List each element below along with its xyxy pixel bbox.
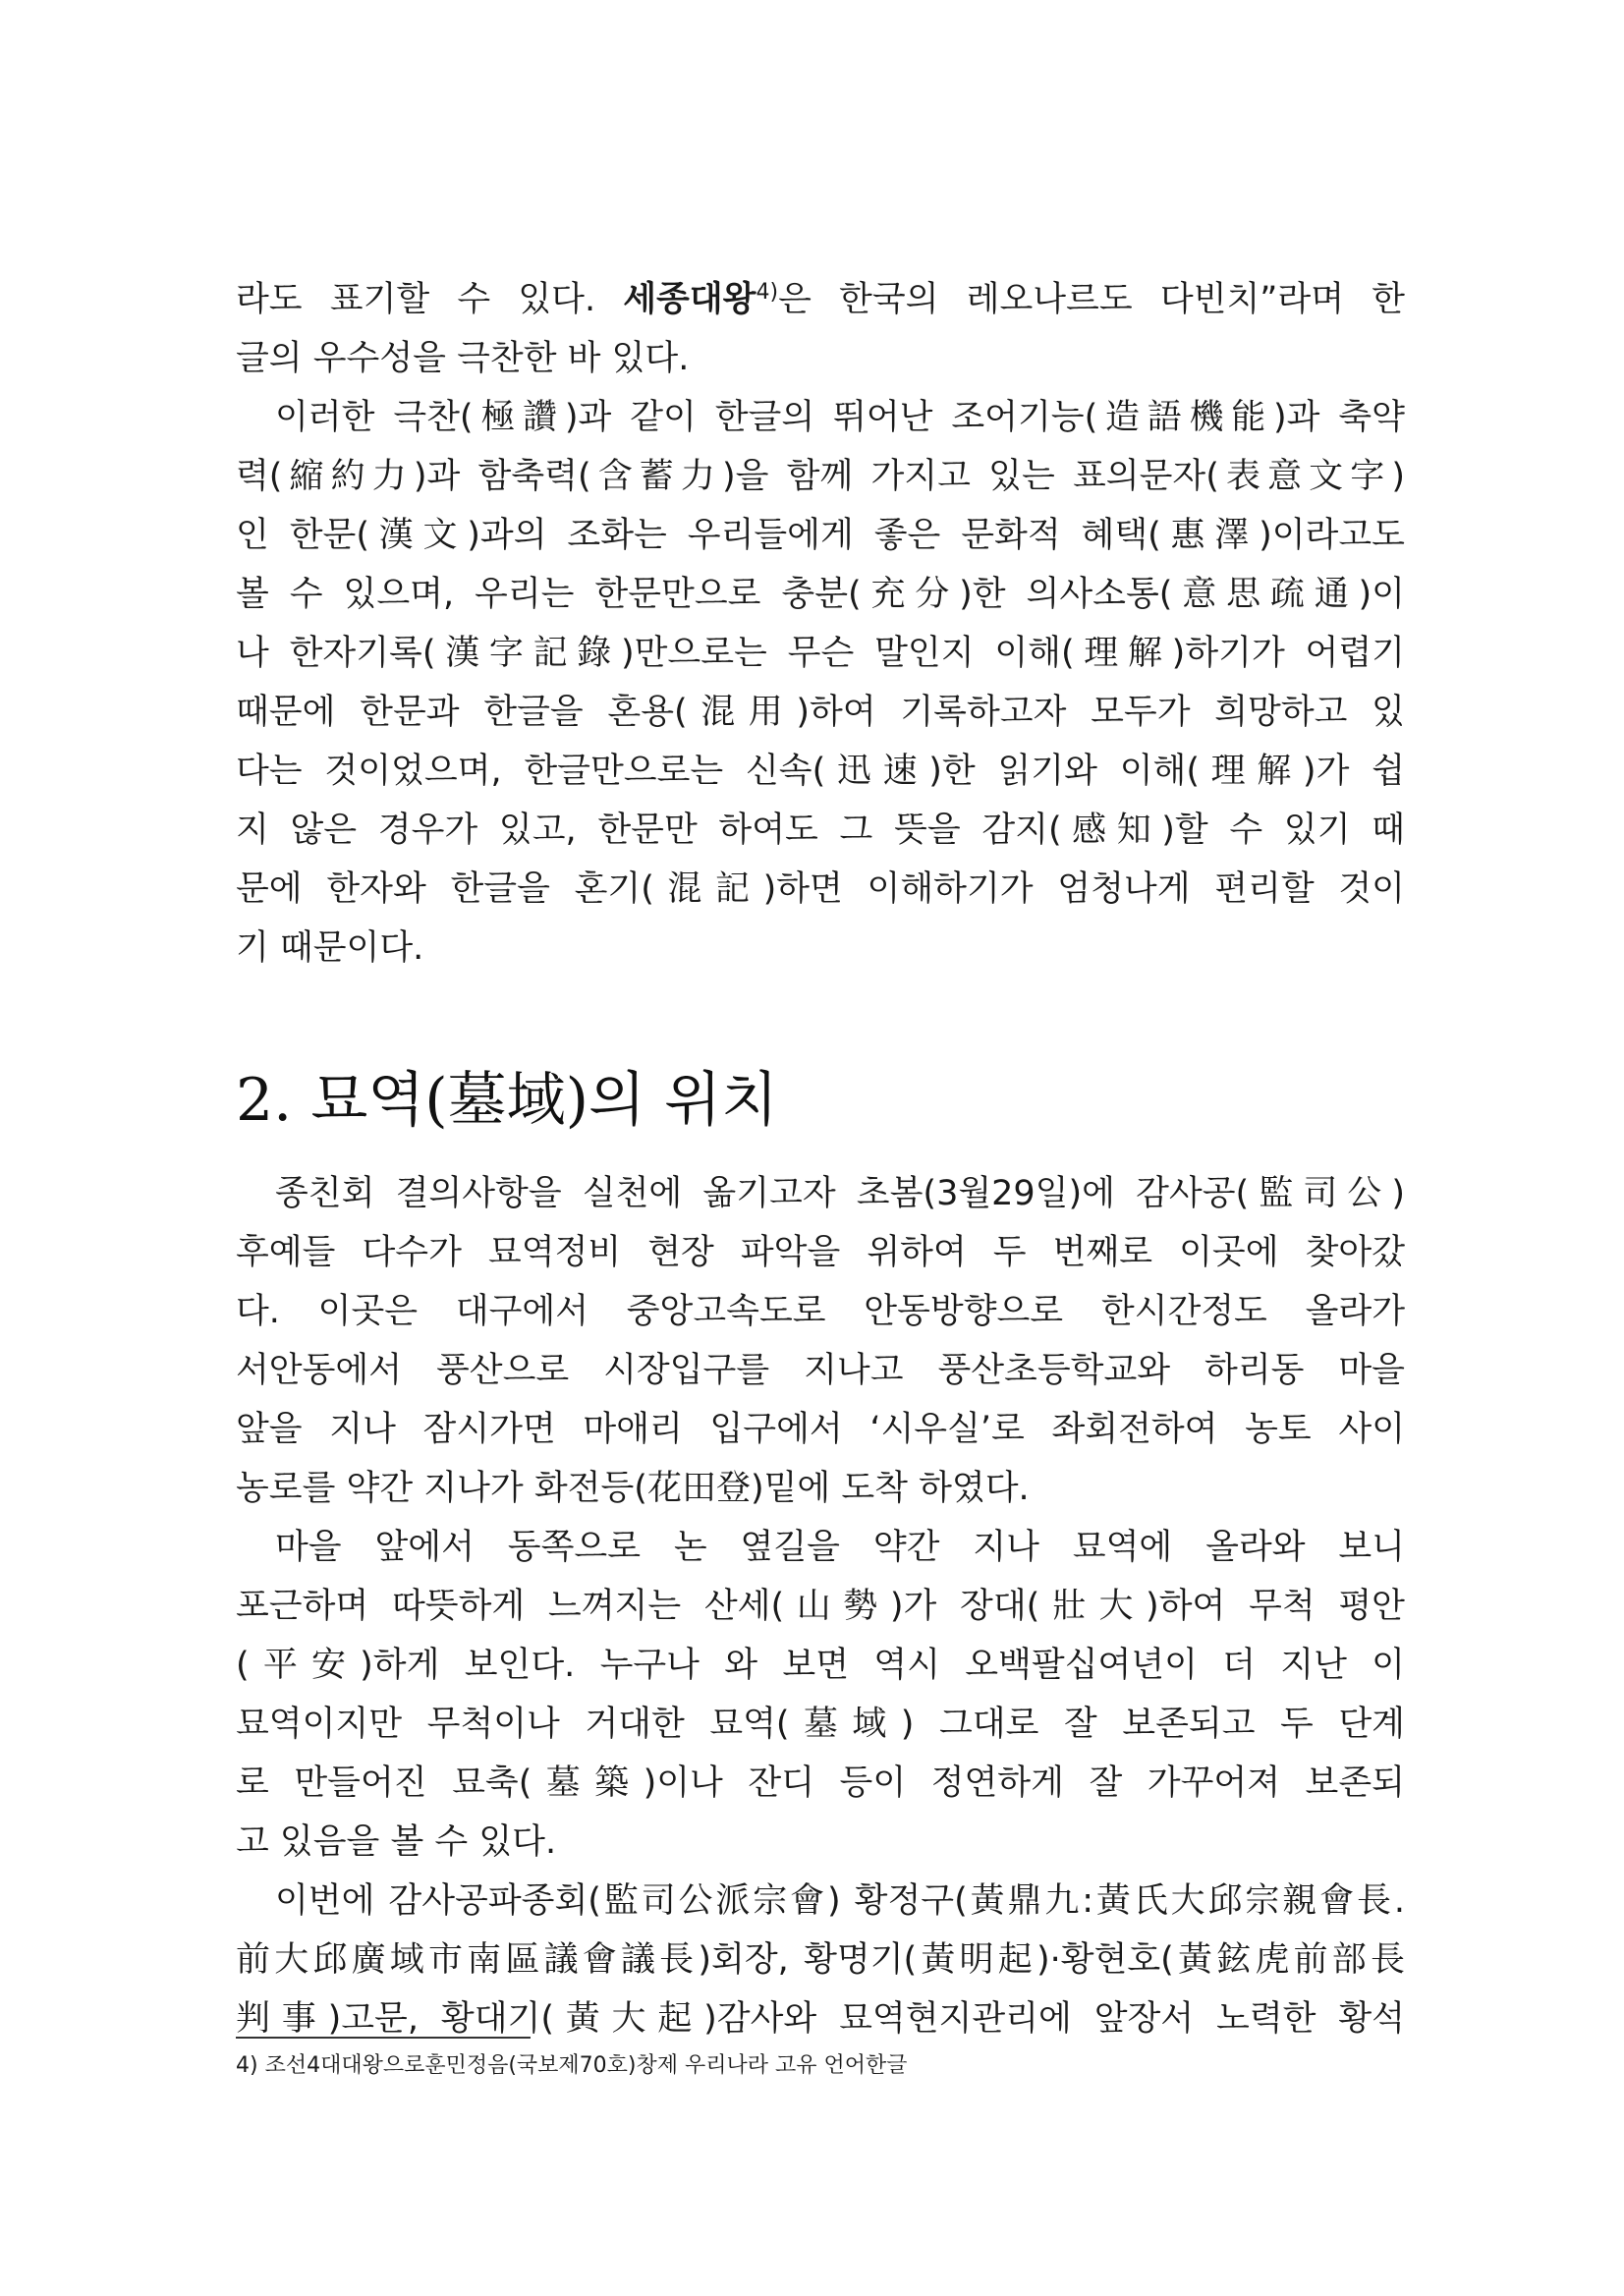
text-line: 인 한문(漢文)과의 조화는 우리들에게 좋은 문화적 혜택(惠澤)이라고도 — [236, 516, 1405, 555]
text-line: 判事)고문, 황대기(黃大起)감사와 묘역현지관리에 앞장서 노력한 황석 — [236, 1999, 1405, 2039]
text-line: 이러한 극찬(極讚)과 같이 한글의 뛰어난 조어기능(造語機能)과 축약 — [275, 398, 1405, 437]
text-line: 력(縮約力)과 함축력(含蓄力)을 함께 가지고 있는 표의문자(表意文字) — [236, 457, 1405, 496]
text-line: 지 않은 경우가 있고, 한문만 하여도 그 뜻을 감지(感知)할 수 있기 때 — [236, 811, 1405, 850]
text-line: 후예들 다수가 묘역정비 현장 파악을 위하여 두 번째로 이곳에 찾아갔 — [236, 1233, 1405, 1272]
text-line: 다는 것이었으며, 한글만으로는 신속(迅速)한 읽기와 이해(理解)가 쉽 — [236, 752, 1405, 791]
text-line: 나 한자기록(漢字記錄)만으로는 무슨 말인지 이해(理解)하기가 어렵기 — [236, 634, 1405, 673]
text-line: (平安)하게 보인다. 누구나 와 보면 역시 오백팔십여년이 더 지난 이 — [236, 1646, 1405, 1685]
footnote-divider — [236, 2037, 531, 2039]
footnote: 4) 조선4대대왕으로훈민정음(국보제70호)창제 우리나라 고유 언어한글 — [236, 2053, 908, 2078]
text-line: 농로를 약간 지나가 화전등(花田登)밑에 도착 하였다. — [236, 1469, 1030, 1508]
text-line: 고 있음을 볼 수 있다. — [236, 1822, 557, 1862]
text-line: 포근하며 따뜻하게 느껴지는 산세(山勢)가 장대(壯大)하여 무척 평안 — [236, 1587, 1405, 1626]
text-line: 다. 이곳은 대구에서 중앙고속도로 안동방향으로 한시간정도 올라가 — [236, 1292, 1405, 1331]
text-line: 로 만들어진 묘축(墓築)이나 잔디 등이 정연하게 잘 가꾸어져 보존되 — [236, 1764, 1405, 1803]
text-line: 이번에 감사공파종회(監司公派宗會) 황정구(黃鼎九:黃氏大邱宗親會長. — [275, 1881, 1405, 1921]
text-line: 기 때문이다. — [236, 928, 424, 968]
text-line — [236, 270, 1405, 329]
text-line: 前大邱廣域市南區議會議長)회장, 황명기(黃明起)·황현호(黃鉉虎前部長 — [236, 1940, 1405, 1980]
text-line: 앞을 지나 잠시가면 마애리 입구에서 ‘시우실’로 좌회전하여 농토 사이 — [236, 1410, 1405, 1449]
text-run: 라도 표기할 수 있다. — [236, 280, 624, 319]
text-line: 때문에 한문과 한글을 혼용(混用)하여 기록하고자 모두가 희망하고 있 — [236, 693, 1405, 732]
text-line: 묘역이지만 무척이나 거대한 묘역(墓域) 그대로 잘 보존되고 두 단계 — [236, 1705, 1405, 1744]
text-line: 종친회 결의사항을 실천에 옮기고자 초봄(3월29일)에 감사공(監司公) — [275, 1174, 1405, 1213]
text-line: 마을 앞에서 동쪽으로 논 옆길을 약간 지나 묘역에 올라와 보니 — [275, 1528, 1405, 1567]
text-line: 문에 한자와 한글을 혼기(混記)하면 이해하기가 엄청나게 편리할 것이 — [236, 869, 1405, 909]
text-line: 볼 수 있으며, 우리는 한문만으로 충분(充分)한 의사소통(意思疏通)이 — [236, 575, 1405, 614]
footnote-ref: 4) — [756, 280, 779, 305]
text-line: 서안동에서 풍산으로 시장입구를 지나고 풍산초등학교와 하리동 마을 — [236, 1351, 1405, 1390]
text-run: 은 한국의 레오나르도 다빈치”라며 한 — [778, 280, 1405, 319]
text-line: 글의 우수성을 극찬한 바 있다. — [236, 339, 690, 378]
section-heading: 2. 묘역(墓域)의 위치 — [236, 1066, 779, 1135]
bold-term: 세종대왕 — [623, 280, 756, 319]
